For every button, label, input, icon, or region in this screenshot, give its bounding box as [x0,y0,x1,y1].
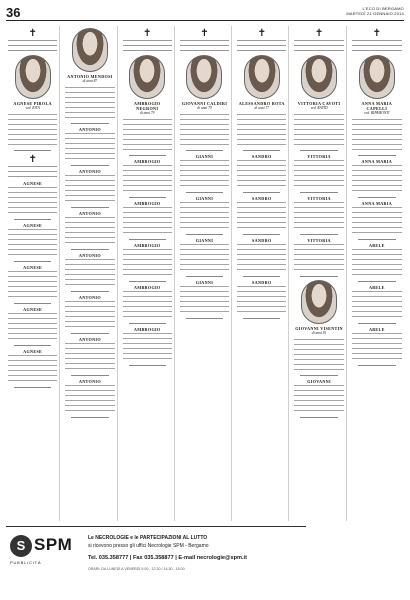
divider [186,150,223,151]
deceased-name: GIANNI [195,154,214,159]
notice-text-block [180,159,229,189]
divider [186,192,223,193]
divider [300,375,337,376]
deceased-name: VITTORIA [307,154,331,159]
deceased-name: AGNESE [23,307,43,312]
obituary-column [121,26,175,521]
portrait-photo [186,55,222,99]
divider [71,165,108,166]
deceased-name: ANNA MARIA [361,201,393,206]
notice-text-block [352,206,402,236]
deceased-name: ALESSANDRO ROTA [238,101,285,106]
obituary-notice [123,243,172,282]
deceased-name: AMBROGIO NEGRONI [133,101,161,111]
notice-text-block [237,285,286,315]
obituary-notice [123,285,172,324]
notice-text-block [352,332,402,362]
notice-text-block [123,248,172,278]
page-header [6,5,404,21]
notice-text-block [237,243,286,273]
divider [14,219,51,220]
notice-text-block [123,118,172,152]
divider [14,150,51,151]
deceased-name: AMBROGIO [133,159,161,164]
deceased-subtitle: ved. RIPAMONTI [364,111,390,115]
obituary-notice [237,154,286,193]
cross-icon: ✝ [372,28,382,39]
obituary-notice [352,327,402,366]
obituary-notice [123,201,172,240]
notice-text-block [237,159,286,189]
divider [243,192,280,193]
deceased-subtitle: di anni 79 [139,111,155,115]
obituary-notice [180,55,229,151]
obituary-notice [65,28,114,124]
portrait-photo [359,55,395,99]
portrait-photo [301,55,337,99]
divider [71,375,108,376]
notice-text-block [294,201,343,231]
cross-icon: ✝ [257,28,266,39]
notice-text-block [352,248,402,278]
obituary-notice [8,223,57,262]
notice-text-block [294,243,343,273]
obituary-notice [8,181,57,220]
deceased-name: AGNESE [23,223,43,228]
footer-subline: si ricevono presso gli uffici Necrologie SPM - Bergamo [88,543,209,549]
deceased-name: ANTONIO [78,211,101,216]
deceased-name: GIANNI [195,196,214,201]
deceased-subtitle: di anni 77 [254,106,270,110]
divider [71,417,108,418]
notice-text-block [8,228,57,258]
obituary-notice [8,349,57,388]
obituary-notice [180,238,229,277]
notice-text-block [294,113,343,147]
obituary-notice [65,295,114,334]
divider [358,155,396,156]
spm-logo [10,533,80,573]
divider [186,234,223,235]
notice-text-block [8,312,57,342]
deceased-name: GIANNI [195,280,214,285]
obituary-notice [237,238,286,277]
notice-text-block [65,258,114,288]
obituary-notice [123,327,172,366]
obituary-notice [8,265,57,304]
divider [14,345,51,346]
divider [300,276,337,277]
divider [243,276,280,277]
notice-text-block [352,164,402,194]
notice-text-block [8,39,57,53]
notice-text-block [352,39,402,53]
divider [71,333,108,334]
deceased-name: GIOVANNI [307,379,331,384]
notice-text-block [123,290,172,320]
obituary-column [178,26,232,521]
obituary-notice [65,379,114,418]
divider [300,234,337,235]
deceased-name: ABELE [368,285,385,290]
divider [358,239,396,240]
divider [358,365,396,366]
obituary-notice [352,285,402,324]
deceased-subtitle: di anni 79 [197,106,212,110]
obituary-notice [294,196,343,235]
deceased-name: ANTONIO [78,379,101,384]
deceased-name: ABELE [368,243,385,248]
deceased-name: AMBROGIO [133,327,161,332]
footer-headline: Le NECROLOGIE e le PARTECIPAZIONI AL LUTTO [88,535,208,541]
deceased-name: VITTORIA [307,238,331,243]
spm-logo-subtitle: PUBBLICITÀ [10,560,42,565]
deceased-name: ANNA MARIA CAPELLI [361,101,393,111]
deceased-name: GIANNI [195,238,214,243]
obituary-notice [237,196,286,235]
deceased-name: AMBROGIO [133,201,161,206]
obituary-column [6,26,60,521]
divider [243,318,280,319]
cross-icon: ✝ [143,28,152,39]
notice-text-block [180,113,229,147]
deceased-name: ANTONIO [78,169,101,174]
obituary-notice [65,253,114,292]
notice-text-block [294,338,343,372]
deceased-name: AMBROGIO [133,243,161,248]
deceased-name: AMBROGIO [133,285,161,290]
portrait-photo [301,280,337,324]
paper-masthead [346,6,404,16]
obituary-notice [180,196,229,235]
notice-text-block [8,270,57,300]
notice-text-block [180,243,229,273]
notice-text-block [123,206,172,236]
deceased-name: SANDRO [252,154,272,159]
obituary-notice [352,243,402,282]
divider [71,123,108,124]
divider [71,291,108,292]
footer-contacts: Tel. 035.358777 | Fax 035.358877 | E-mail necrologie@spm.it [88,555,247,561]
paper-name: L'ECO DI BERGAMO [362,6,404,11]
divider [300,192,337,193]
deceased-name: SANDRO [252,196,272,201]
notice-text-block [65,86,114,120]
deceased-name: ANTONIO [78,253,101,258]
divider [129,239,166,240]
notice-text-block [352,290,402,320]
obituary-grid [6,26,404,521]
deceased-name: SANDRO [252,238,272,243]
obituary-column [292,26,346,521]
notice-text-block [65,384,114,414]
notice-text-block [65,132,114,162]
notice-text-block [294,39,343,53]
cross-icon: ✝ [28,154,37,165]
portrait-photo [72,28,108,72]
obituary-notice [352,55,402,156]
notice-text-block [180,285,229,315]
portrait-photo [129,55,165,99]
notice-text-block [123,164,172,194]
divider [14,261,51,262]
obituary-notice [352,159,402,198]
spm-logo-text: SPM [34,535,73,554]
spm-logo-icon: S [10,535,32,557]
notice-text-block [8,113,57,147]
notice-text-block [237,39,286,53]
divider [300,417,337,418]
deceased-name: GIOVANNI VISENTIN [295,326,343,331]
divider [243,150,280,151]
deceased-subtitle: ved. RIVA [25,106,40,110]
notice-text-block [237,113,286,147]
footer-hours: ORARI: DA LUNEDÌ A VENERDÌ 9.00 - 12.30 / 14.30 - 18.00 [88,567,185,571]
notice-text-block [123,39,172,53]
deceased-name: AGNESE PIROLA [13,101,52,106]
deceased-name: ANTONIO [78,127,101,132]
obituary-notice [65,127,114,166]
notice-text-block [123,332,172,362]
deceased-name: SANDRO [252,280,272,285]
deceased-name: ANTONIO [78,337,101,342]
obituary-notice [65,169,114,208]
obituary-column [350,26,404,521]
portrait-photo [15,55,51,99]
deceased-name: ANTONIO MENDOSI [67,74,113,79]
divider [71,249,108,250]
footer-ad [6,526,306,578]
deceased-subtitle: di anni 87 [82,79,98,83]
divider [186,276,223,277]
divider [300,150,337,151]
obituary-notice [294,238,343,277]
notice-text-block [8,186,57,216]
obituary-notice [237,55,286,151]
notice-text-block [294,159,343,189]
obituary-notice [294,280,343,376]
paper-date: MARTEDÌ 21 GENNAIO 2014 [346,11,404,16]
obituary-column [235,26,289,521]
obituary-notice [294,55,343,151]
divider [14,303,51,304]
notice-text-block [65,342,114,372]
obituary-notice [294,154,343,193]
cross-icon: ✝ [28,28,37,39]
obituary-notice [8,55,57,151]
obituary-notice [123,159,172,198]
notice-text-block [237,201,286,231]
obituary-notice [65,211,114,250]
cross-icon: ✝ [200,28,209,39]
deceased-name: GIOVANNI CALDIRI [181,101,228,106]
divider [186,318,223,319]
deceased-name: AGNESE [23,265,43,270]
obituary-notice [294,379,343,418]
notice-text-block [65,216,114,246]
divider [129,281,166,282]
deceased-name: ABELE [368,327,385,332]
notice-text-block [8,165,57,179]
notice-text-block [65,174,114,204]
obituary-notice [65,337,114,376]
obituary-notice [180,154,229,193]
obituary-notice [237,280,286,319]
obituary-notice [352,201,402,240]
divider [358,281,396,282]
page-number: 36 [6,5,21,20]
deceased-name: AGNESE [23,349,43,354]
notice-text-block [65,300,114,330]
deceased-name: ANTONIO [78,295,101,300]
notice-text-block [294,384,343,414]
obituary-notice [123,55,172,156]
divider [129,155,166,156]
deceased-name: AGNESE [23,181,43,186]
deceased-name: VITTORIA [307,196,331,201]
obituary-notice [8,307,57,346]
deceased-subtitle: di anni 81 [311,331,327,335]
deceased-name: ANNA MARIA [361,159,393,164]
divider [358,197,396,198]
portrait-photo [244,55,280,99]
divider [129,197,166,198]
obituary-column [63,26,117,521]
notice-text-block [180,39,229,53]
divider [14,387,51,388]
obituary-notice [180,280,229,319]
divider [129,323,166,324]
divider [243,234,280,235]
deceased-name: VITTORIA CAVOTI [297,101,341,106]
notice-text-block [180,201,229,231]
cross-icon: ✝ [314,28,324,39]
notice-text-block [8,354,57,384]
divider [129,365,166,366]
divider [358,323,396,324]
divider [71,207,108,208]
notice-text-block [352,118,402,152]
deceased-subtitle: ved. RAVID [310,106,328,110]
